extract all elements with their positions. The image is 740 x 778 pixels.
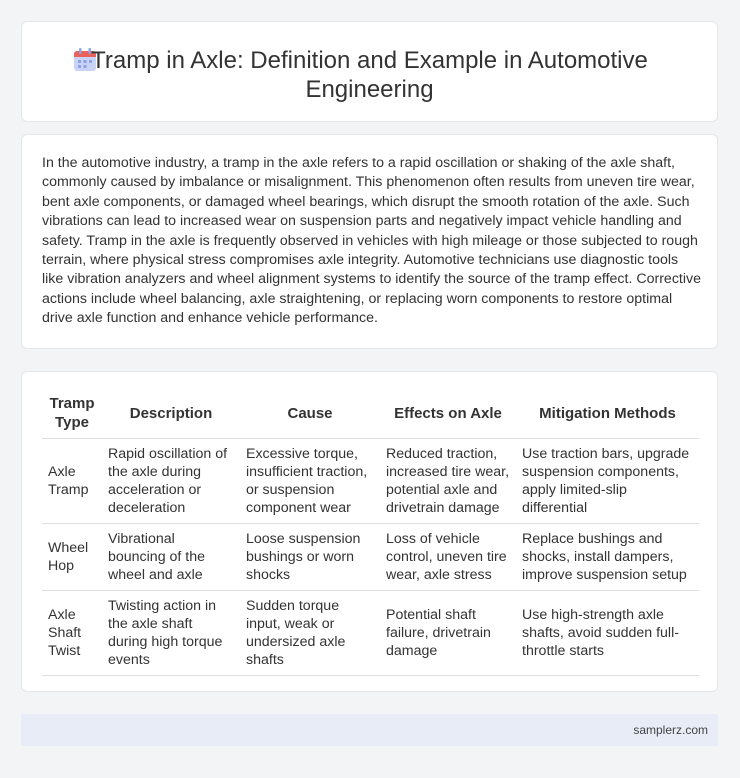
cell-cause: Loose suspension bushings or worn shocks (240, 524, 380, 591)
header-mitigation: Mitigation Methods (516, 388, 699, 439)
cell-effects: Potential shaft failure, drivetrain damage (380, 591, 516, 676)
cell-mitigation: Use high-strength axle shafts, avoid sudden full-throttle starts (516, 591, 699, 676)
cell-cause: Sudden torque input, weak or undersized axle shafts (240, 591, 380, 676)
cell-mitigation: Use traction bars, upgrade suspension components, apply limited-slip differential (516, 439, 699, 524)
tramp-types-table (42, 388, 699, 676)
header-tramp-type: Tramp Type (42, 388, 102, 439)
header-cause: Cause (240, 388, 380, 439)
cell-effects: Loss of vehicle control, uneven tire wear, axle stress (380, 524, 516, 591)
cell-description: Vibrational bouncing of the wheel and axle (102, 524, 240, 591)
page-title-line-2: Engineering (305, 76, 434, 103)
table-row (42, 591, 699, 676)
cell-tramp-type: Axle Shaft Twist (42, 591, 102, 676)
table-header-row (42, 388, 699, 439)
cell-description: Rapid oscillation of the axle during acceleration or deceleration (102, 439, 240, 524)
header-description: Description (102, 388, 240, 439)
cell-description: Twisting action in the axle shaft during high torque events (102, 591, 240, 676)
footer-site-link[interactable]: samplerz.com (633, 723, 708, 737)
title-card (21, 21, 718, 122)
cell-tramp-type: Wheel Hop (42, 524, 102, 591)
intro-card (21, 134, 718, 349)
intro-paragraph: In the automotive industry, a tramp in the axle refers to a rapid oscillation or shaking of the axle shaft, commonly caused by imbalance or misalignment. This phenomenon often results from uneven tire wear, bent axle components, or damaged wheel bearings, which disrupt the smooth rotation of the axle. Such vibrations can lead to increased wear on suspension parts and negatively impact vehicle handling and safety. Tramp in the axle is frequently observed in vehicles with high mileage or those subjected to rough terrain, where physical stress compromises axle integrity. Automotive technicians use diagnostic tools like vibration analyzers and wheel alignment systems to identify the source of the tramp effect. Corrective actions include wheel balancing, axle straightening, or replacing worn components to restore optimal drive axle function and enhance vehicle performance. (42, 155, 701, 327)
table-card (21, 371, 718, 692)
page-title (22, 46, 717, 104)
cell-effects: Reduced traction, increased tire wear, potential axle and drivetrain damage (380, 439, 516, 524)
cell-tramp-type: Axle Tramp (42, 439, 102, 524)
page-title-line-1: Tramp in Axle: Definition and Example in Automotive (91, 47, 648, 74)
footer (21, 714, 718, 746)
table-row (42, 439, 699, 524)
header-effects: Effects on Axle (380, 388, 516, 439)
cell-mitigation: Replace bushings and shocks, install dampers, improve suspension setup (516, 524, 699, 591)
cell-cause: Excessive torque, insufficient traction, or suspension component wear (240, 439, 380, 524)
table-row (42, 524, 699, 591)
